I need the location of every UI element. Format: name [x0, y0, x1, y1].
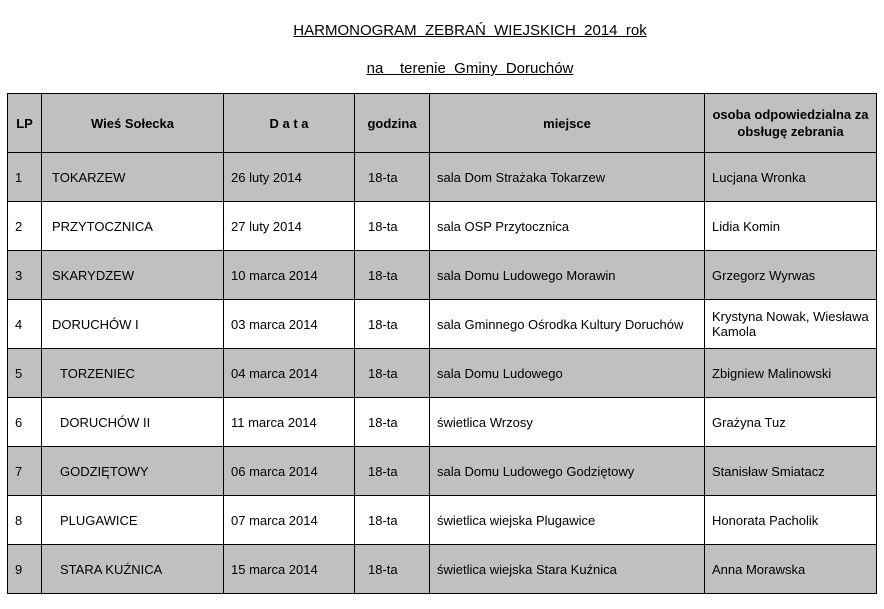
cell-godzina: 18-ta — [355, 251, 430, 300]
cell-miejsce: sala Domu Ludowego Godziętowy — [430, 447, 705, 496]
document-title: HARMONOGRAM ZEBRAŃ WIEJSKICH 2014 rok — [293, 22, 647, 39]
cell-wies: TOKARZEW — [42, 153, 224, 202]
document-subtitle: na terenie Gminy Doruchów — [366, 60, 574, 77]
cell-miejsce: sala Domu Ludowego Morawin — [430, 251, 705, 300]
table-row — [8, 153, 877, 202]
cell-osoba: Grażyna Tuz — [705, 398, 877, 447]
table-row — [8, 251, 877, 300]
cell-wies: TORZENIEC — [42, 349, 224, 398]
cell-lp: 6 — [8, 398, 42, 447]
cell-godzina: 18-ta — [355, 153, 430, 202]
cell-osoba: Stanisław Smiatacz — [705, 447, 877, 496]
cell-osoba: Anna Morawska — [705, 545, 877, 594]
cell-data: 11 marca 2014 — [224, 398, 355, 447]
schedule-table — [7, 93, 877, 594]
cell-wies: SKARYDZEW — [42, 251, 224, 300]
cell-wies: STARA KUŹNICA — [42, 545, 224, 594]
cell-data: 26 luty 2014 — [224, 153, 355, 202]
table-row — [8, 202, 877, 251]
cell-data: 03 marca 2014 — [224, 300, 355, 349]
cell-godzina: 18-ta — [355, 447, 430, 496]
cell-godzina: 18-ta — [355, 349, 430, 398]
table-row — [8, 496, 877, 545]
cell-miejsce: sala Dom Strażaka Tokarzew — [430, 153, 705, 202]
cell-lp: 8 — [8, 496, 42, 545]
cell-miejsce: świetlica wiejska Plugawice — [430, 496, 705, 545]
cell-lp: 2 — [8, 202, 42, 251]
cell-lp: 1 — [8, 153, 42, 202]
cell-godzina: 18-ta — [355, 398, 430, 447]
table-row — [8, 447, 877, 496]
cell-wies: DORUCHÓW I — [42, 300, 224, 349]
cell-data: 27 luty 2014 — [224, 202, 355, 251]
cell-lp: 4 — [8, 300, 42, 349]
cell-lp: 7 — [8, 447, 42, 496]
cell-osoba: Lucjana Wronka — [705, 153, 877, 202]
cell-data: 15 marca 2014 — [224, 545, 355, 594]
cell-wies: PLUGAWICE — [42, 496, 224, 545]
cell-wies: GODZIĘTOWY — [42, 447, 224, 496]
column-header-wies: Wieś Sołecka — [42, 94, 224, 153]
cell-miejsce: sala Gminnego Ośrodka Kultury Doruchów — [430, 300, 705, 349]
table-row — [8, 398, 877, 447]
cell-data: 06 marca 2014 — [224, 447, 355, 496]
cell-data: 04 marca 2014 — [224, 349, 355, 398]
cell-miejsce: sala OSP Przytocznica — [430, 202, 705, 251]
cell-osoba: Grzegorz Wyrwas — [705, 251, 877, 300]
cell-lp: 9 — [8, 545, 42, 594]
cell-wies: PRZYTOCZNICA — [42, 202, 224, 251]
column-header-data: D a t a — [224, 94, 355, 153]
column-header-miejsce: miejsce — [430, 94, 705, 153]
cell-wies: DORUCHÓW II — [42, 398, 224, 447]
cell-lp: 3 — [8, 251, 42, 300]
cell-osoba: Honorata Pacholik — [705, 496, 877, 545]
cell-godzina: 18-ta — [355, 545, 430, 594]
cell-osoba: Lidia Komin — [705, 202, 877, 251]
cell-miejsce: świetlica Wrzosy — [430, 398, 705, 447]
cell-miejsce: świetlica wiejska Stara Kuźnica — [430, 545, 705, 594]
table-row — [8, 300, 877, 349]
cell-osoba: Krystyna Nowak, Wiesława Kamola — [705, 300, 877, 349]
cell-miejsce: sala Domu Ludowego — [430, 349, 705, 398]
column-header-lp: LP — [8, 94, 42, 153]
cell-lp: 5 — [8, 349, 42, 398]
cell-data: 10 marca 2014 — [224, 251, 355, 300]
cell-data: 07 marca 2014 — [224, 496, 355, 545]
table-row — [8, 349, 877, 398]
column-header-godzina: godzina — [355, 94, 430, 153]
table-header-row — [8, 94, 877, 153]
cell-godzina: 18-ta — [355, 202, 430, 251]
table-row — [8, 545, 877, 594]
column-header-osoba: osoba odpowiedzialna za obsługę zebrania — [705, 94, 877, 153]
cell-godzina: 18-ta — [355, 496, 430, 545]
cell-godzina: 18-ta — [355, 300, 430, 349]
cell-osoba: Zbigniew Malinowski — [705, 349, 877, 398]
